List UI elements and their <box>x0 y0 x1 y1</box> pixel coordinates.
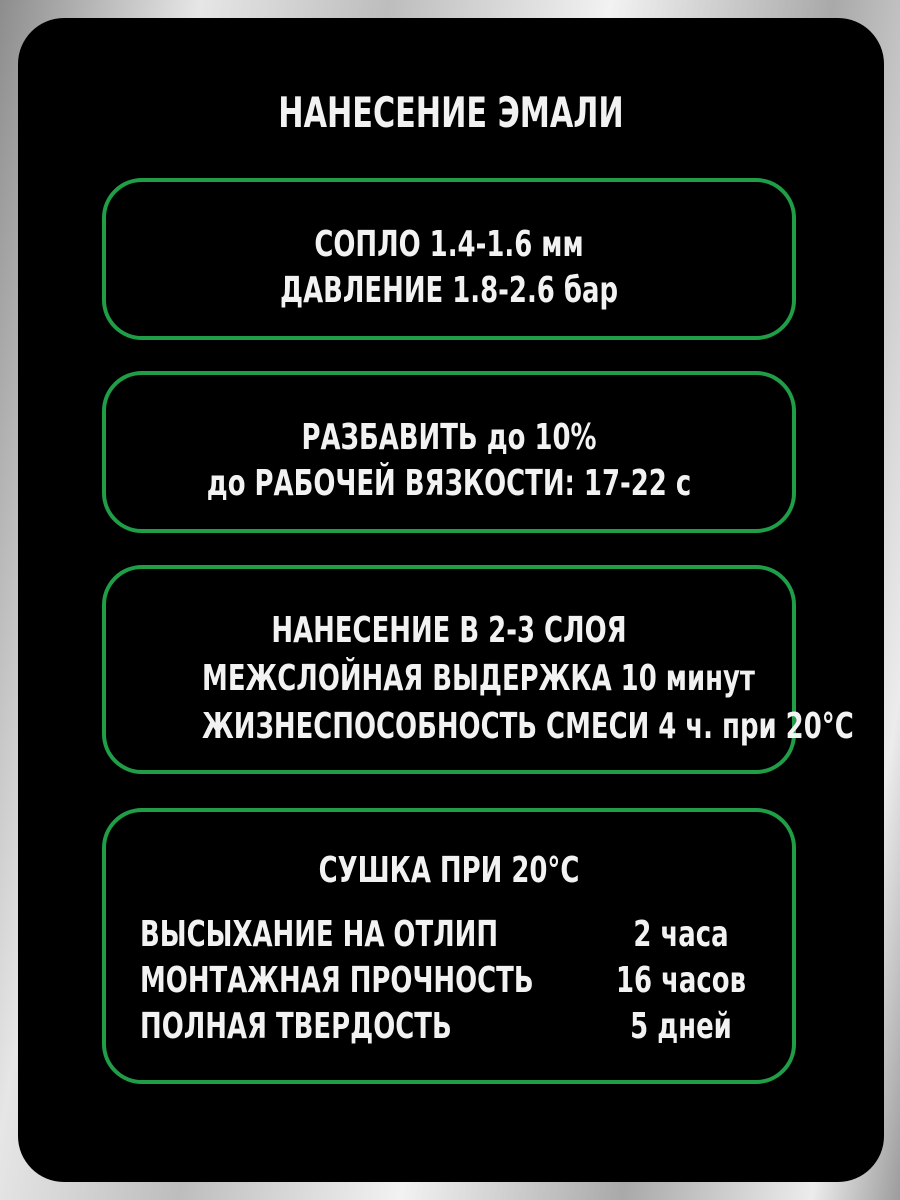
page-title: НАНЕСЕНИЕ ЭМАЛИ <box>278 88 624 137</box>
viscosity-line: до РАБОЧЕЙ ВЯЗКОСТИ: 17-22 с <box>206 463 692 504</box>
drying-row-value: 5 дней <box>630 1006 732 1047</box>
drying-row <box>140 958 746 1004</box>
drying-row <box>140 1004 740 1050</box>
application-card <box>102 565 854 774</box>
drying-row-value: 2 часа <box>633 914 729 955</box>
card-lines <box>106 415 792 507</box>
coats-line: НАНЕСЕНИЕ В 2-3 СЛОЯ <box>271 610 627 651</box>
nozzle-line: СОПЛО 1.4-1.6 мм <box>314 224 584 265</box>
drying-card <box>102 808 796 1084</box>
drying-row-name: ПОЛНАЯ ТВЕРДОСТЬ <box>140 1006 452 1047</box>
drying-row-value: 16 часов <box>616 960 746 1001</box>
nozzle-pressure-card <box>102 178 796 340</box>
dilution-line: РАЗБАВИТЬ до 10% <box>301 417 597 458</box>
drying-row-name: ВЫСЫХАНИЕ НА ОТЛИП <box>140 914 499 955</box>
pot-life-line: ЖИЗНЕСПОСОБНОСТЬ СМЕСИ 4 ч. при 20°С <box>202 706 854 747</box>
drying-row-name: МОНТАЖНАЯ ПРОЧНОСТЬ <box>140 960 534 1001</box>
card-lines <box>106 607 854 751</box>
info-panel <box>18 18 884 1182</box>
drying-title: СУШКА ПРИ 20°С <box>318 850 580 891</box>
pressure-line: ДАВЛЕНИЕ 1.8-2.6 бар <box>279 270 619 311</box>
dilution-card <box>102 371 796 533</box>
drying-row <box>140 912 740 958</box>
drying-table <box>140 912 746 1050</box>
interlayer-line: МЕЖСЛОЙНАЯ ВЫДЕРЖКА 10 минут <box>202 658 755 699</box>
card-lines <box>106 222 792 314</box>
